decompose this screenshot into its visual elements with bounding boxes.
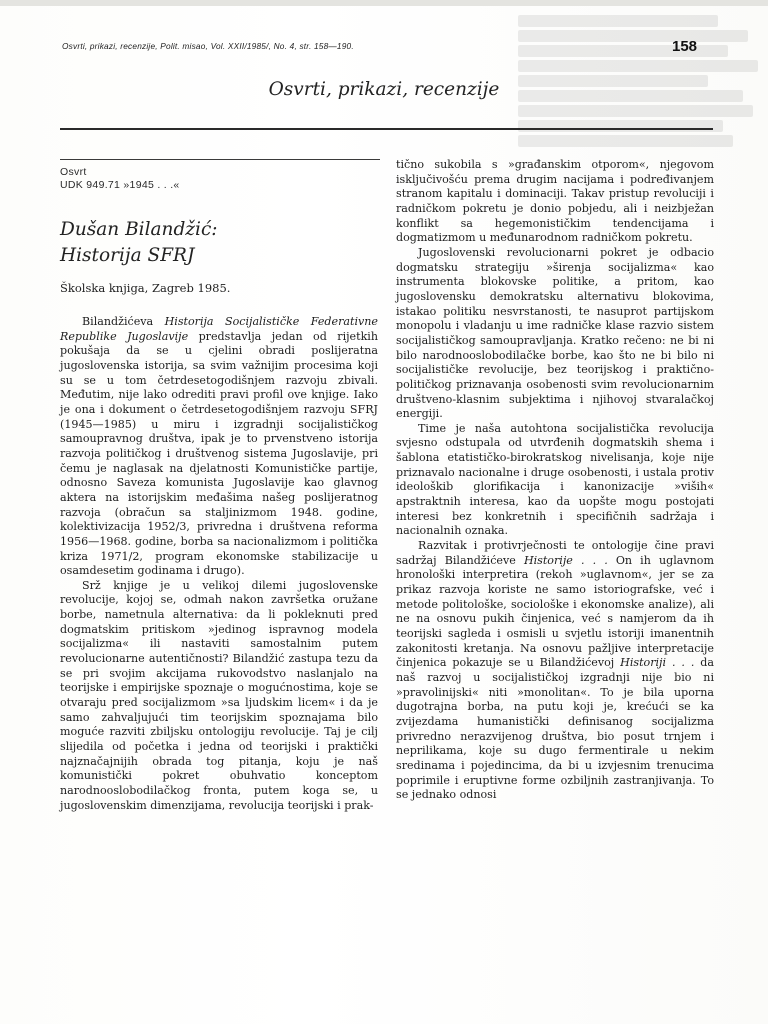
- left-body-text: [60, 315, 378, 813]
- section-divider: [60, 128, 713, 130]
- text-run: Bilandžićeva: [82, 315, 165, 328]
- reviewed-author: Dušan Bilandžić:: [60, 219, 218, 240]
- paragraph: [396, 539, 714, 803]
- running-head: Osvrti, prikazi, recenzije, Polit. misao, Vol. XXII/1985/, No. 4, str. 158—190.: [62, 41, 354, 51]
- udk-code: UDK 949.71 »1945 . . .«: [60, 179, 180, 191]
- reviewed-book-title: Historija SFRJ: [60, 245, 195, 266]
- publisher-line: Školska knjiga, Zagreb 1985.: [60, 281, 231, 295]
- book-title-italic: Historije . . .: [523, 553, 608, 567]
- text-run: On ih uglavnom hronološki interpretira (rekoh »uglavnom«, jer se za prikaz razvoja koriste ne samo istoriografske, već i metode politološke, sociološke i ekonomske analize), ali ne na osnovu pukih činjenica, već s namjerom da ih teorijski sagleda i osmisli u svjetlu istoriji imanentnih zakonitosti kretanja. Na osnovu pažljive interpretacije činjenica pokazuje se u Bilandžićevoj: [396, 553, 714, 670]
- book-title-italic: Historiji . . .: [620, 656, 695, 670]
- scan-edge: [0, 0, 768, 6]
- page-number: 158: [672, 38, 698, 55]
- article-divider: [60, 159, 380, 160]
- text-run: Razvitak i protivrječnosti te ontologije čine pravi sadržaj Bilandžićeve: [396, 539, 714, 567]
- paragraph: Srž knjige je u velikoj dilemi jugoslovenske revolucije, kojoj se, odmah nakon završetka oružane borbe, nametnula alternativa: da li pokleknuti pred dogmatskim pritiskom »jedinog ispravnog modela socijalizma« ili nastaviti samostalnim putem revolucionarne autentičnosti? Bilandžić zastupa tezu da se pri svojim akcijama rukovodstvo naslanjalo na teorijske i empirijske spoznaje o mogućnostima, koje se otvaraju pred socijalizmom »sa ljudskim licem« i da je samo zahvaljujući tim teorijskim spoznajama bilo moguće razviti zbiljsku ontologiju revolucije. Taj je cilj slijedila od početka i jedna od teorijski i praktički najznačajnijih obrada tog pitanja, koju je naš komunistički pokret obuhvatio konceptom narodnooslobodilačkog fronta, putem koga se, u jugoslovenskim dimenzijama, revolucija teorijski i prak-: [60, 578, 378, 812]
- text-run: da naš razvoj u socijalističkoj izgradnji nije bio ni »pravolinijski« niti »monolitan«. To je bila uporna dugotrajna borba, na putu koji je, krećući se ka zvijezdama humanistički definisanog socijalizma privredno nerazvijenog društva, bio posut trnjem i neprilikama, koje su dugo fermentirale u nekim sredinama i pojedincima, da bi u izvjesnim trenucima poprimile i eruptivne forme ozbiljnih zastranjivanja. To se jednako odnosi: [396, 656, 714, 802]
- text-run: predstavlja jedan od rijetkih pokušaja da se u cjelini obradi poslijeratna jugoslovenska istorija, sa svim važnijim procesima koji su se u tom četrdesetogodišnjem razvoju zbivali. Međutim, nije lako odrediti pravi profil ove knjige. Iako je ona i dokument o četrdesetogodišnjem razvoju SFRJ (1945—1985) u miru i izgradnji socijalističkog samoupravnog društva, ipak je to prvenstveno istorija razvoja političkog i društvenog sistema Jugoslavije, pri čemu je naglasak na djelatnosti Komunističke partije, odnosno Saveza komunista Jugoslavije kao glavnog aktera na istorijskim međašima našeg poslijeratnog razvoja (obračun sa staljinizmom 1948. godine, kolektivizacija 1952/3, privredna i društvena reforma 1956—1968. godine, borba sa nacionalizmom i politička kriza 1971/2, program ekonomske stabilizacije u osamdesetim godinama i drugo).: [60, 329, 378, 578]
- article-type: Osvrt: [60, 166, 87, 178]
- paragraph: Jugoslovenski revolucionarni pokret je odbacio dogmatsku strategiju »širenja socijalizma« kao instrumenta blokovske politike, a pritom, kao jugoslovensku demokratsku alternativu blokovima, istakao politiku nesvrstanosti, te nasuprot partijskom monopolu i vladanju u ime radničke klase razvio sistem socijalističkog samoupravljanja. Kratko rečeno: ne bi ni bilo narodnooslobodilačke borbe, kao što ne bi bilo ni socijalističke revolucije, bez teorijskog i praktično-političkog priznavanja osobenosti svim revolucionarnim društveno-klasnim subjektima i njihovoj stvaralačkoj energiji.: [396, 245, 714, 421]
- right-column: [396, 158, 714, 803]
- paragraph: [60, 315, 378, 579]
- book-title-italic: Historija Socijalističke Federativne Republike Jugoslavije: [60, 315, 378, 343]
- section-title: Osvrti, prikazi, recenzije: [268, 79, 500, 100]
- paragraph: Time je naša autohtona socijalistička revolucija svjesno odstupala od utvrđenih dogmatskih shema i šablona etatističko-birokratskog nivelisanja, koje nije priznavalo nacionalne i druge osobenosti, i ustala protiv ideološkib glorifikacija i kanonizacije »viših« apstraktnih interesa, kao da uopšte mogu postojati interesi bez konkretnih i specifičnih sadržaja i nacionalnih oznaka.: [396, 421, 714, 538]
- left-column: [60, 166, 378, 813]
- paragraph: tično sukobila s »građanskim otporom«, njegovom isključivošću prema drugim nacijama i podređivanjem stranom kapitalu i dominaciji. Takav pristup revoluciji i radničkom pokretu je donio pobjedu, ali i neizbježan konflikt sa hegemonističkim tendencijama i dogmatizmom u međunarodnom radničkom pokretu.: [396, 158, 714, 245]
